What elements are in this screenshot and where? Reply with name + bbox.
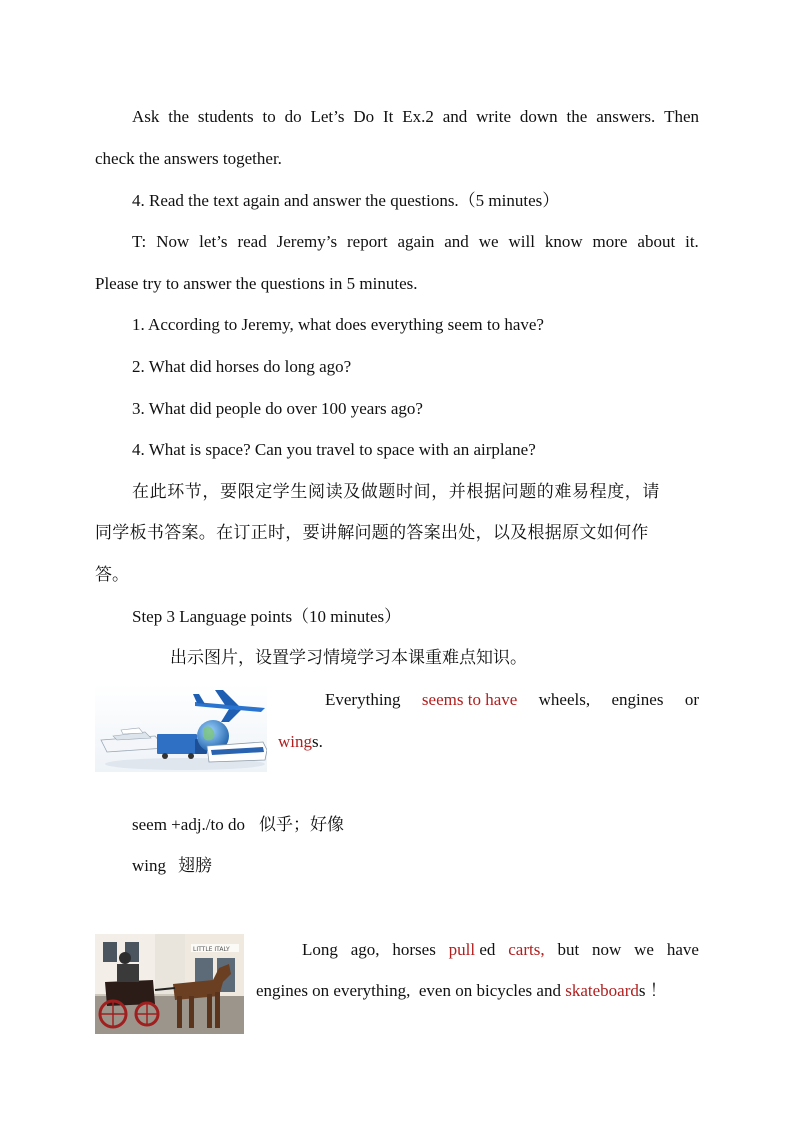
word: write (476, 107, 512, 126)
highlight-skateboard: skateboard (565, 981, 639, 1000)
highlight-wing: wing (278, 732, 312, 751)
word: report (346, 232, 388, 251)
word: Now (156, 232, 190, 251)
cn-para-line1: 在此环节，要限定学生阅读及做题时间，并根据问题的难易程度，请 (132, 482, 660, 502)
word: Ex.2 (402, 107, 434, 126)
sentence1-line2 (278, 731, 323, 753)
sentence2-line1 (302, 939, 699, 961)
word: again (397, 232, 435, 251)
word: or (684, 690, 699, 709)
question-3: 3. What did people do over 100 years ago? (132, 399, 423, 418)
para1-line1 (132, 106, 699, 128)
word: answers. (596, 107, 656, 126)
word: to (262, 107, 276, 126)
highlight-seems-to-have: seems to have (421, 690, 518, 709)
word-pulled (449, 939, 496, 961)
shop-sign-text: LITTLE ITALY (193, 946, 230, 953)
suffix: ed (479, 940, 496, 959)
word: horses (392, 940, 436, 959)
horse-carriage-photo (95, 934, 244, 1034)
word: Ask (132, 107, 160, 126)
word: do (284, 107, 302, 126)
teacher-line1 (132, 231, 699, 253)
para1-line2: check the answers together. (95, 149, 282, 168)
question-1: 1. According to Jeremy, what does everything seem to have? (132, 315, 544, 334)
vocab-item-seem (132, 814, 344, 836)
word: read (237, 232, 267, 251)
sentence2-end: s ！ (638, 981, 667, 1000)
word: know (544, 232, 583, 251)
word: Do (353, 107, 375, 126)
show-picture-note: 出示图片，设置学习情境学习本课重难点知识。 (170, 648, 527, 668)
word: down (519, 107, 558, 126)
word: and (442, 107, 468, 126)
word: students (197, 107, 254, 126)
sentence1-line1 (325, 689, 699, 711)
word: engines (611, 690, 664, 709)
highlight-pull: pull (448, 940, 476, 959)
question-4: 4. What is space? Can you travel to space with an airplane? (132, 440, 536, 459)
word: it. (685, 232, 699, 251)
transport-vehicles-photo (95, 684, 267, 772)
word: wheels, (538, 690, 591, 709)
word: Long (302, 940, 338, 959)
word: It (382, 107, 394, 126)
question-2: 2. What did horses do long ago? (132, 357, 352, 376)
word: more (592, 232, 628, 251)
word: but (557, 940, 580, 959)
vocab-meaning: 翅膀 (178, 856, 212, 876)
word: ago, (350, 940, 380, 959)
teacher-line2: Please try to answer the questions in 5 minutes. (95, 274, 418, 293)
word: Then (664, 107, 699, 126)
word: Everything (325, 690, 401, 709)
word: and (444, 232, 469, 251)
sentence2-line2 (256, 980, 667, 1002)
word: we (634, 940, 654, 959)
word: about (637, 232, 676, 251)
vocab-meaning: 似乎；好像 (258, 815, 344, 835)
word: Jeremy’s (276, 232, 338, 251)
word: let’s (199, 232, 228, 251)
word: we (478, 232, 499, 251)
item4-heading: 4. Read the text again and answer the questions.（5 minutes） (132, 191, 560, 210)
word: have (666, 940, 699, 959)
highlight-carts: carts, (508, 940, 545, 959)
word: T: (132, 232, 147, 251)
word: Let’s (310, 107, 345, 126)
word: the (566, 107, 588, 126)
vocab-item-wing (132, 855, 212, 877)
cn-para-line2: 同学板书答案。在订正时，要讲解问题的答案出处，以及根据原文如何作 (95, 523, 649, 543)
word: will (508, 232, 535, 251)
word: s. (312, 732, 323, 751)
word: the (168, 107, 190, 126)
sentence2-text: engines on everything, even on bicycles and (256, 981, 566, 1000)
word: now (592, 940, 622, 959)
cn-para-line3: 答。 (95, 565, 129, 585)
vocab-term: wing (132, 856, 166, 875)
step3-heading: Step 3 Language points（10 minutes） (132, 607, 402, 626)
vocab-term: seem +adj./to do (132, 815, 245, 834)
